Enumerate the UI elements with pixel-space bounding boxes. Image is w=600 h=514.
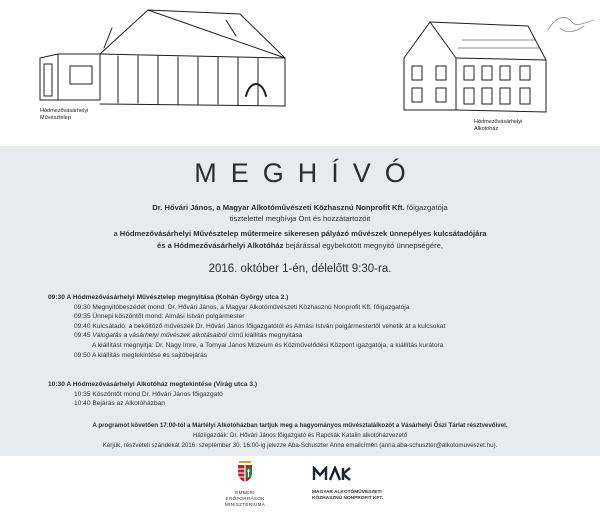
schedule-item: 10:40 Bejárás az Alkotóházban	[74, 400, 165, 408]
mank-logo: MAGYAR ALKOTÓMŰVÉSZETI KÖZHASZNÚ NONPROFIT KFT.	[312, 466, 422, 502]
page-title: MEGHÍVÓ	[194, 158, 420, 188]
caption-muvesztelep: Hódmezővásárhelyi Művésztelep	[40, 108, 89, 121]
schedule-item: 09:40 Kulcsátadó: a beköltöző művészek Dr. Hővári János főigazgatótól és Almási István polgármestertől vehetik át a kulcsokat	[74, 322, 446, 330]
event-line-1: a Hódmezővásárhelyi Művésztelep műtermeire sikeresen pályázó művészek ünnepélyes kulcsátadójára	[113, 229, 487, 238]
mank-mark	[312, 466, 352, 482]
caption-alkotohaz: Hódmezővásárhelyi Alkotóház	[474, 119, 523, 132]
event-line-2: és a Hódmezővásárhelyi Alkotóház bejárással egybekötött megnyitó ünnepségére,	[157, 241, 443, 250]
program-notes	[0, 421, 600, 451]
schedule-item: 09:50 A kiállítás megtekintése és sajtóbejárás	[74, 351, 208, 359]
hosts-note: Háziigazdák: Dr. Hővári János főigazgató és Rapcsák Katalin alkotóházvezető	[192, 432, 408, 439]
host-line: Dr. Hővári János, a Magyar Alkotóművészeti Közhasznú Nonprofit Kft. főigazgatója	[152, 203, 448, 212]
schedule-item: 09:30 Megnyitóbeszédet mond: Dr. Hővári János, a Magyar Alkotóművészeti Közhasznú Nonprofit Kft. főigazgatója	[74, 303, 410, 311]
rsvp-note: Kérjük, részvételi szándékát 2016. szeptember 30. 16:00-ig jelezze Aba-Schuszter Anna emailcímén (anna.aba-schuszter@alkotomuveszet.hu).	[102, 442, 498, 449]
schedule-item: A kiállítást megnyitja: Dr. Nagy Imre, a Tornyai János Múzeum és Közművelődési Központ igazgatója, a kiállítás kurátora	[92, 341, 444, 349]
schedule-muvesztelep	[48, 293, 588, 360]
schedule-alkotohaz	[48, 380, 588, 409]
coat-of-arms-icon	[236, 459, 254, 483]
schedule-item: 09:45 Válogatás a vásárhelyi művészek alkotásaiból című kiállítás megnyitása	[74, 332, 303, 340]
schedule-item: 09:35 Ünnepi köszöntőt mond: Almási István polgármester	[74, 313, 245, 321]
footer-logos	[0, 456, 600, 514]
schedule-heading: 10:30 A Hódmezővásárhelyi Alkotóház megtekintése (Virág utca 3.)	[48, 381, 258, 388]
event-date: 2016. október 1-én, délelőtt 9:30-ra.	[208, 263, 392, 275]
schedule-item: 10:35 Köszöntőt mond Dr. Hővári János főigazgató	[74, 390, 223, 398]
schedule-heading: 09:30 A Hódmezővásárhelyi Művésztelep megnyitása (Kohán György utca 2.)	[48, 294, 289, 301]
invite-line: tisztelettel meghívja Önt és hozzátartozóit	[229, 214, 371, 223]
after-program-note: A programot követően 17:00-tól a Mártélyi Alkotóházban tartjuk meg a hagyományos művésztalálkozót a Vásárhelyi Őszi Tárlat résztvevőivel.	[92, 422, 508, 429]
sketch-header	[0, 0, 600, 146]
ministry-logo: EMBERI ERŐFORRÁSOK MINISZTÉRIUMA	[215, 459, 275, 508]
